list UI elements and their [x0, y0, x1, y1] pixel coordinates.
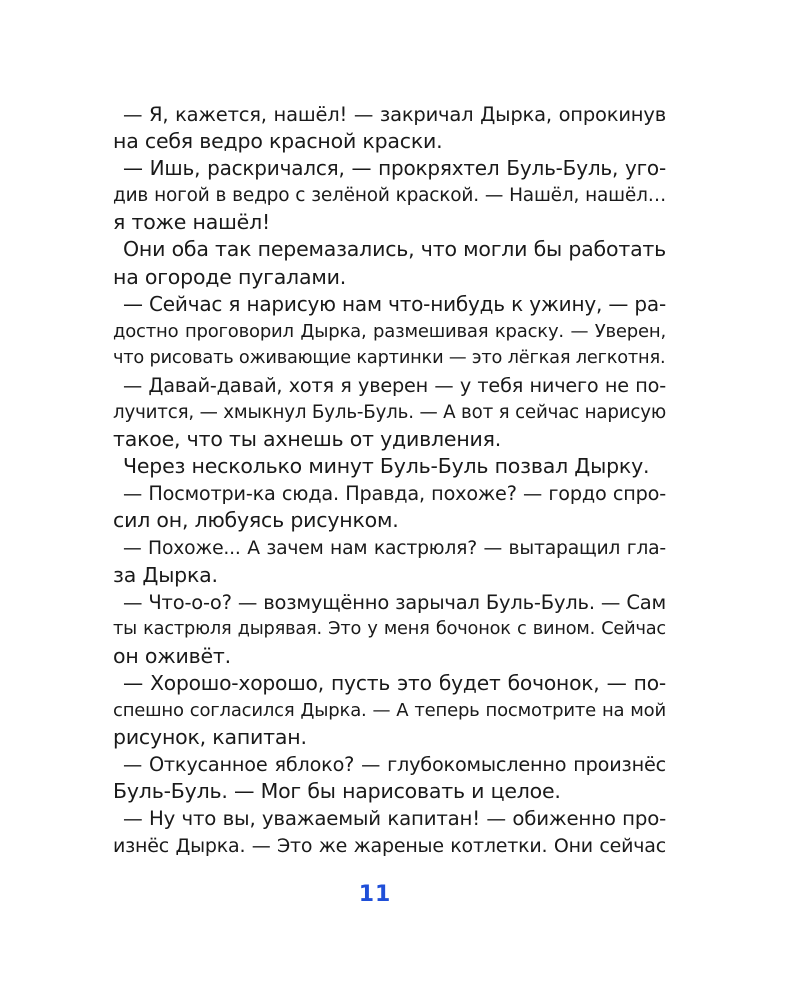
- text-line: Буль-Буль. — Мог бы нарисовать и целое.: [113, 779, 561, 804]
- page-number: 11: [358, 882, 392, 907]
- text-line: — Похоже... А зачем нам кастрюля? — вытаращил гла-: [123, 537, 666, 559]
- text-line: на себя ведро красной краски.: [113, 129, 443, 154]
- text-line: Они оба так перемазались, что могли бы работать: [123, 237, 667, 262]
- text-line: спешно согласился Дырка. — А теперь посмотрите на мой: [113, 700, 666, 722]
- text-line: — Откусанное яблоко? — глубокомысленно произнёс: [123, 753, 666, 777]
- text-line: — Ишь, раскричался, — прокряхтел Буль-Буль, уго-: [123, 156, 666, 181]
- text-line: сил он, любуясь рисунком.: [113, 508, 399, 533]
- text-line: — Давай-давай, хотя я уверен — у тебя ничего не по-: [123, 373, 666, 397]
- text-line: что рисовать оживающие картинки — это лёгкая легкотня.: [113, 347, 666, 368]
- text-line: изнёс Дырка. — Это же жареные котлетки. Они сейчас: [113, 834, 666, 857]
- text-line: на огороде пугалами.: [113, 264, 347, 289]
- text-line: за Дырка.: [113, 562, 218, 587]
- text-line: рисунок, капитан.: [113, 725, 307, 750]
- text-line: — Что-о-о? — возмущённо зарычал Буль-Буль. — Сам: [123, 590, 666, 614]
- text-line: — Я, кажется, нашёл! — закричал Дырка, опрокинув: [123, 103, 666, 126]
- text-line: Через несколько минут Буль-Буль позвал Дырку.: [123, 454, 650, 479]
- text-line: — Сейчас я нарисую нам что-нибудь к ужину, — ра-: [123, 291, 666, 316]
- text-line: такое, что ты ахнешь от удивления.: [113, 427, 502, 452]
- text-line: — Посмотри-ка сюда. Правда, похоже? — гордо спро-: [123, 482, 666, 506]
- text-line: ты кастрюля дырявая. Это у меня бочонок с вином. Сейчас: [113, 618, 666, 639]
- text-line: див ногой в ведро с зелёной краской. — Нашёл, нашёл…: [113, 185, 666, 207]
- text-line: лучится, — хмыкнул Буль-Буль. — А вот я сейчас нарисую: [113, 402, 666, 424]
- text-line: он оживёт.: [113, 643, 231, 668]
- text-line: я тоже нашёл!: [113, 210, 270, 235]
- text-line: — Ну что вы, уважаемый капитан! — обиженно про-: [123, 807, 666, 831]
- text-line: — Хорошо-хорошо, пусть это будет бочонок, — по-: [123, 670, 666, 695]
- text-line: достно проговорил Дырка, размешивая краску. — Уверен,: [113, 320, 666, 342]
- body-text: [113, 101, 666, 860]
